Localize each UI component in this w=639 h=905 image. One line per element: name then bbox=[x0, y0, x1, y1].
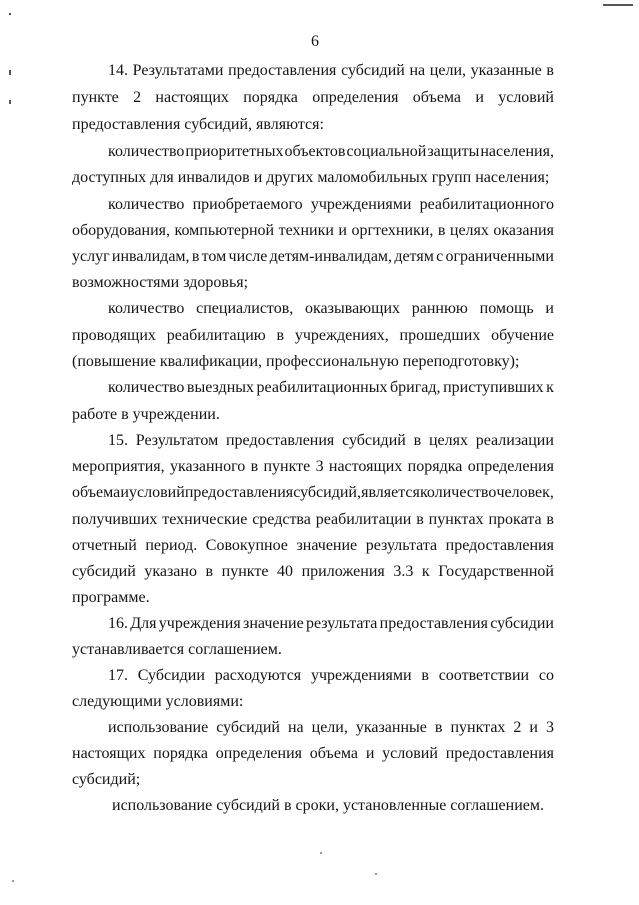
item-use-purposes-line-3: субсидий; bbox=[72, 771, 141, 788]
word: количество bbox=[108, 300, 185, 317]
word: 14. bbox=[108, 62, 128, 79]
item-use-purposes-line-1 bbox=[108, 718, 554, 738]
word: настоящих bbox=[72, 745, 146, 762]
word: в bbox=[416, 511, 424, 528]
word: том bbox=[201, 248, 227, 265]
word: детям-инвалидам, bbox=[269, 248, 393, 265]
word: обучение bbox=[491, 327, 554, 344]
item-brigades-line-1 bbox=[108, 378, 554, 398]
word: инвалидам, bbox=[111, 248, 190, 265]
word: Результатами bbox=[132, 62, 224, 79]
word: и bbox=[365, 745, 375, 762]
word: и bbox=[545, 300, 554, 317]
word: в bbox=[434, 719, 443, 736]
word: в bbox=[250, 458, 259, 475]
word: Субсидии bbox=[137, 667, 205, 684]
word: условий bbox=[382, 745, 438, 762]
word: реализации bbox=[475, 432, 554, 449]
word: выездных bbox=[186, 379, 255, 396]
word: указанные bbox=[355, 719, 427, 736]
page-number: 6 bbox=[311, 33, 319, 50]
word: 3.3 bbox=[393, 563, 414, 580]
word: 3 bbox=[545, 719, 554, 736]
paragraph-15-line-3 bbox=[72, 483, 554, 503]
paragraph-15-line-1 bbox=[108, 431, 554, 451]
word: оказывающих bbox=[305, 300, 400, 317]
word: учреждениях, bbox=[294, 327, 389, 344]
word: приобретаемого bbox=[192, 196, 303, 213]
word: прошедших bbox=[399, 327, 481, 344]
word: пункте bbox=[72, 89, 119, 106]
word: предоставления bbox=[184, 484, 294, 501]
word: компьютерной bbox=[174, 222, 275, 239]
word: числе bbox=[228, 248, 268, 265]
word: и bbox=[475, 89, 484, 106]
scan-mark-left-2 bbox=[9, 70, 11, 75]
word: указано bbox=[144, 563, 197, 580]
word: оборудования, bbox=[72, 222, 170, 239]
word: количество bbox=[108, 196, 185, 213]
word: услуг bbox=[72, 248, 110, 265]
paragraph-15-line-6 bbox=[72, 562, 554, 582]
word: в bbox=[546, 62, 554, 79]
word: Для bbox=[130, 615, 157, 632]
paragraph-15-line-4 bbox=[72, 510, 554, 530]
word: предоставления bbox=[379, 615, 488, 632]
item-specialists-line-3: (повышение квалификации, профессиональную переподготовку); bbox=[72, 353, 520, 370]
word: средства bbox=[252, 511, 311, 528]
word: объектов bbox=[284, 143, 346, 160]
word: субсидий bbox=[72, 563, 136, 580]
word: защиты bbox=[427, 143, 480, 160]
word: Результатом bbox=[135, 432, 219, 449]
word: определения bbox=[312, 89, 399, 106]
paragraph-16-line-2: устанавливается соглашением. bbox=[72, 641, 282, 658]
paragraph-15-line-5 bbox=[72, 536, 554, 556]
word: субсидий bbox=[341, 62, 405, 79]
word: в bbox=[205, 563, 214, 580]
word: количество bbox=[108, 379, 185, 396]
word: 2 bbox=[513, 719, 522, 736]
word: к bbox=[421, 563, 430, 580]
word: учреждениями bbox=[310, 667, 412, 684]
word: оказания bbox=[493, 222, 554, 239]
item-use-purposes-line-2 bbox=[72, 744, 554, 764]
word: порядка bbox=[243, 89, 298, 106]
word: 40 bbox=[277, 563, 294, 580]
word: цели, bbox=[311, 719, 348, 736]
word: отчетный bbox=[72, 537, 137, 554]
word: реабилитацию bbox=[166, 327, 266, 344]
word: со bbox=[538, 667, 554, 684]
paragraph-17-line-1 bbox=[108, 666, 554, 686]
word: реабилитационных bbox=[256, 379, 388, 396]
word: социальной bbox=[346, 143, 427, 160]
word: приступивших bbox=[443, 379, 544, 396]
word: количество bbox=[108, 143, 185, 160]
word: Государственной bbox=[438, 563, 554, 580]
word: получивших bbox=[72, 511, 158, 528]
word: условий bbox=[128, 484, 185, 501]
word: объема bbox=[72, 484, 121, 501]
word: в bbox=[546, 511, 554, 528]
word: соответствии bbox=[438, 667, 530, 684]
word: результата bbox=[365, 537, 438, 554]
paragraph-14-line-2 bbox=[72, 88, 554, 108]
word: населения, bbox=[480, 143, 554, 160]
scan-mark-left-3 bbox=[9, 100, 11, 104]
scan-speck-1 bbox=[320, 852, 322, 854]
word: определения bbox=[467, 458, 554, 475]
word: помощь bbox=[479, 300, 534, 317]
word: указанные bbox=[470, 62, 542, 79]
word: определения bbox=[215, 745, 303, 762]
word: учреждениями bbox=[310, 196, 412, 213]
paragraph-15-line-2 bbox=[72, 457, 554, 477]
word: приоритетных bbox=[185, 143, 284, 160]
word: субсидий, bbox=[293, 484, 361, 501]
word: пункте bbox=[263, 458, 311, 475]
word: порядка bbox=[153, 745, 208, 762]
word: указанного bbox=[169, 458, 246, 475]
paragraph-16-line-1 bbox=[108, 614, 554, 634]
word: объема bbox=[412, 89, 462, 106]
paragraph-17-line-2: следующими условиями: bbox=[72, 693, 244, 710]
word: условий bbox=[498, 89, 554, 106]
word: использование bbox=[108, 719, 209, 736]
word: пунктах bbox=[428, 511, 484, 528]
word: предоставления bbox=[445, 537, 554, 554]
word: с bbox=[436, 248, 444, 265]
word: пунктах bbox=[450, 719, 506, 736]
item-equipment-line-2 bbox=[72, 221, 554, 241]
paragraph-14-line-3: предоставления субсидий, являются: bbox=[72, 116, 324, 133]
scan-mark-top-right bbox=[603, 4, 633, 6]
word: настоящих bbox=[155, 89, 229, 106]
word: ограниченными bbox=[445, 248, 554, 265]
word: специалистов, bbox=[196, 300, 294, 317]
word: 16. bbox=[108, 615, 128, 632]
word: 2 bbox=[133, 89, 142, 106]
word: объема bbox=[309, 745, 359, 762]
word: раннюю bbox=[411, 300, 468, 317]
word: в bbox=[437, 222, 446, 239]
word: и bbox=[338, 222, 347, 239]
item-equipment-line-1 bbox=[108, 195, 554, 215]
word: и bbox=[120, 484, 129, 501]
word: субсидии bbox=[490, 615, 554, 632]
word: целях bbox=[428, 432, 468, 449]
scan-mark-left-1 bbox=[9, 13, 11, 15]
word: целях bbox=[449, 222, 489, 239]
paragraph-14-line-1 bbox=[108, 61, 554, 81]
word: субсидий bbox=[342, 432, 406, 449]
word: значение bbox=[296, 537, 358, 554]
word: на bbox=[287, 719, 304, 736]
item-equipment-line-4: возможностями здоровья; bbox=[72, 274, 249, 291]
scan-speck-2 bbox=[375, 873, 377, 875]
word: реабилитационного bbox=[419, 196, 554, 213]
item-brigades-line-2: работе в учреждении. bbox=[72, 406, 220, 423]
word: проводящих bbox=[72, 327, 156, 344]
word: проката bbox=[488, 511, 542, 528]
word: учреждения bbox=[158, 615, 241, 632]
word: является bbox=[361, 484, 420, 501]
word: детям bbox=[394, 248, 434, 265]
word: приложения bbox=[301, 563, 385, 580]
word: пункте bbox=[221, 563, 269, 580]
word: бригад, bbox=[390, 379, 441, 396]
item-specialists-line-2 bbox=[72, 326, 554, 346]
word: предоставления bbox=[445, 745, 554, 762]
word: порядка bbox=[407, 458, 463, 475]
word: оргтехники, bbox=[351, 222, 434, 239]
word: результата bbox=[305, 615, 378, 632]
word: реабилитации bbox=[315, 511, 412, 528]
word: предоставления bbox=[225, 432, 335, 449]
word: в bbox=[191, 248, 200, 265]
word: 3 bbox=[315, 458, 324, 475]
word: субсидий bbox=[216, 719, 280, 736]
word: техники bbox=[278, 222, 334, 239]
word: и bbox=[529, 719, 538, 736]
item-priority-objects-line-1 bbox=[108, 142, 554, 162]
item-use-terms-line-1: использование субсидий в сроки, установленные соглашением. bbox=[112, 797, 545, 814]
word: 15. bbox=[108, 432, 128, 449]
item-equipment-line-3 bbox=[72, 247, 554, 267]
word: к bbox=[546, 379, 554, 396]
word: Совокупное bbox=[205, 537, 288, 554]
paragraph-15-line-7: программе. bbox=[72, 589, 150, 606]
item-specialists-line-1 bbox=[108, 299, 554, 319]
word: в bbox=[413, 432, 422, 449]
scan-speck-3 bbox=[12, 880, 14, 882]
word: человек, bbox=[496, 484, 554, 501]
word: период. bbox=[145, 537, 198, 554]
word: 17. bbox=[108, 667, 128, 684]
word: в bbox=[421, 667, 429, 684]
word: предоставления bbox=[228, 62, 337, 79]
word: настоящих bbox=[328, 458, 403, 475]
word: количество bbox=[419, 484, 497, 501]
word: расходуются bbox=[214, 667, 302, 684]
word: в bbox=[276, 327, 285, 344]
word: технические bbox=[162, 511, 248, 528]
word: цели, bbox=[429, 62, 467, 79]
item-priority-objects-line-2: доступных для инвалидов и других маломобильных групп населения; bbox=[72, 169, 550, 186]
word: на bbox=[409, 62, 426, 79]
word: мероприятия, bbox=[72, 458, 165, 475]
word: значение bbox=[243, 615, 304, 632]
